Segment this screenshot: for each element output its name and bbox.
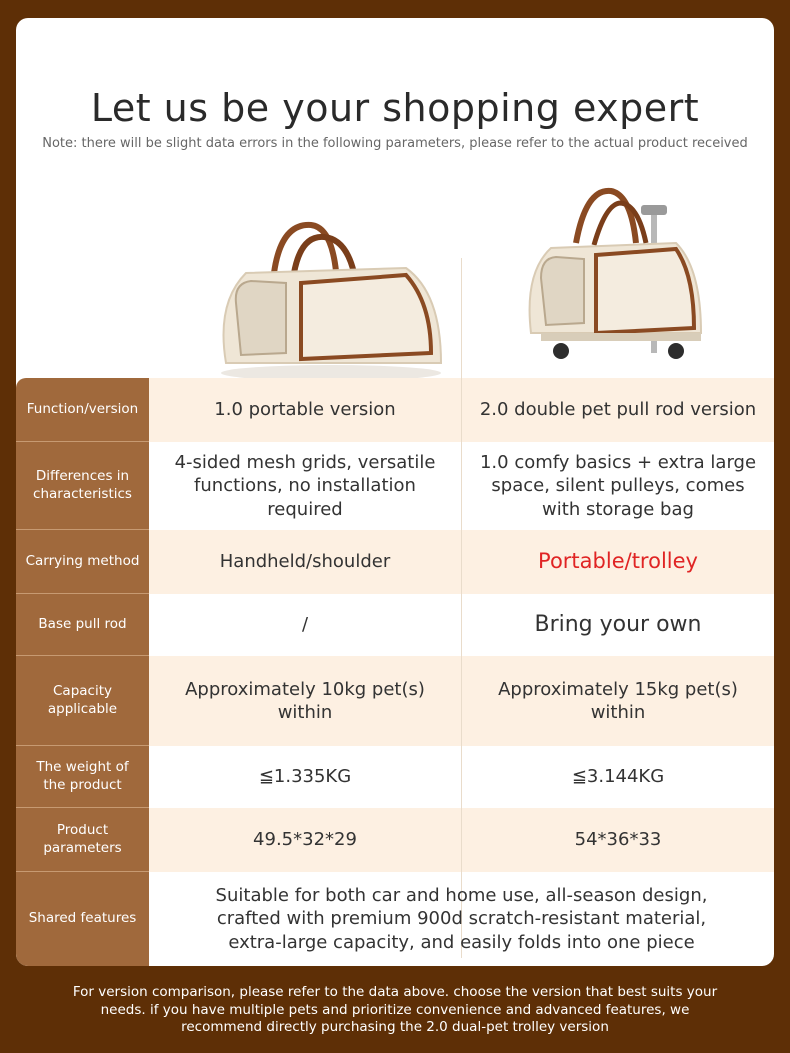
row-label: The weight of the product (16, 746, 149, 808)
row-label: Differences in characteristics (16, 442, 149, 530)
row-label: Product parameters (16, 808, 149, 872)
cell-version-2-highlight: Portable/trolley (462, 530, 774, 594)
cell-version-2: ≦3.144KG (571, 766, 665, 788)
cell-version-2: Approximately 15kg pet(s) within (462, 656, 774, 746)
trolley-carrier-photo-icon (516, 183, 716, 383)
cell-version-2: 1.0 comfy basics + extra large space, silent pulleys, comes with storage bag (479, 451, 757, 520)
table-row (16, 594, 774, 656)
cell-version-2: 54*36*33 (462, 808, 774, 872)
cell-version-1: Handheld/shoulder (149, 530, 461, 594)
row-label: Shared features (16, 872, 149, 966)
cell-version-1: 49.5*32*29 (149, 808, 461, 872)
row-label: Base pull rod (16, 594, 149, 656)
portable-carrier-photo-icon (206, 213, 456, 383)
row-label: Capacity applicable (16, 656, 149, 746)
cell-version-2: 2.0 double pet pull rod version (462, 378, 774, 442)
cell-version-1: ≦1.335KG (258, 766, 352, 788)
table-row (16, 656, 774, 746)
cell-shared-features: Suitable for both car and home use, all-season design, crafted with premium 900d scratch-resistant material, extra-large capacity, and easily folds into one piece (215, 884, 708, 953)
table-row (16, 378, 774, 442)
table-row (16, 808, 774, 872)
cell-version-1: / (301, 614, 309, 636)
table-row (16, 872, 774, 966)
cell-version-1: 1.0 portable version (149, 378, 461, 442)
table-row (16, 442, 774, 530)
table-row (16, 746, 774, 808)
disclaimer-note: Note: there will be slight data errors in the following parameters, please refer to the actual product received (42, 136, 748, 151)
cell-version-1: 4-sided mesh grids, versatile functions, no installation required (174, 451, 436, 520)
table-row (16, 530, 774, 594)
row-label: Function/version (16, 378, 149, 442)
comparison-card (16, 18, 774, 966)
cell-version-2: Bring your own (534, 611, 702, 637)
footer-recommendation: For version comparison, please refer to the data above. choose the version that best suits your needs. if you have multiple pets and prioritize convenience and advanced features, we recommend directly purchasing the 2.0 dual-pet trolley version (72, 984, 718, 1036)
page-title: Let us be your shopping expert (90, 86, 700, 130)
cell-version-1: Approximately 10kg pet(s) within (149, 656, 461, 746)
row-label: Carrying method (16, 530, 149, 594)
